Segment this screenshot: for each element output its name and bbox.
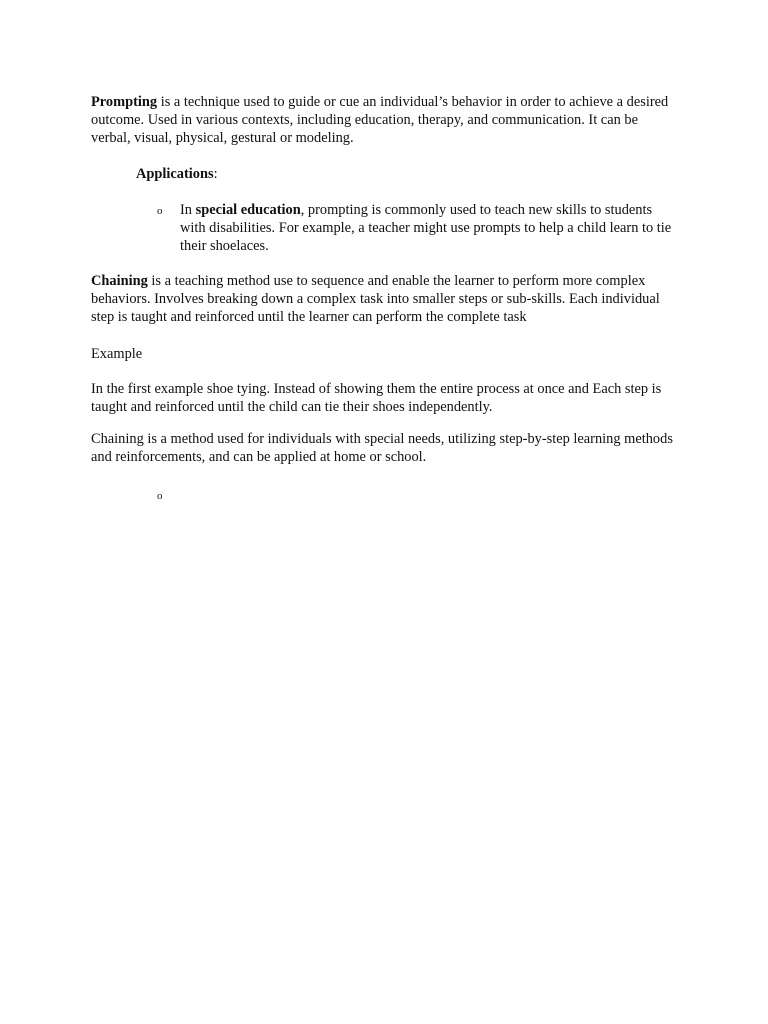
bullet-circle-icon: o — [157, 490, 163, 502]
list-item-special-education — [180, 201, 680, 255]
prompting-term: Prompting — [91, 94, 158, 110]
applications-heading — [136, 165, 436, 183]
applications-heading-text: Applications — [136, 166, 214, 182]
chaining-definition: is a teaching method use to sequence and enable the learner to perform more complex behaviors. Involves breaking down a complex task into smaller steps or sub-skills. Each individual step is taught and reinforced until the learner can perform the complete task — [91, 273, 660, 325]
example-heading: Example — [91, 346, 143, 362]
chaining-paragraph — [91, 272, 681, 326]
example-paragraph: In the first example shoe tying. Instead of showing them the entire process at once and Each step is taught and reinforced until the child can tie their shoes independently. — [91, 381, 662, 415]
list-item-text: , prompting is commonly used to teach new skills to students with disabilities. For example, a teacher might use prompts to help a child learn to tie their shoelaces. — [180, 202, 672, 254]
prompting-paragraph — [91, 93, 681, 147]
chaining-term: Chaining — [91, 273, 148, 289]
applications-heading-colon: : — [213, 166, 218, 182]
list-item-lead: In — [180, 202, 196, 218]
prompting-definition: is a technique used to guide or cue an individual’s behavior in order to achieve a desired outcome. Used in various contexts, including education, therapy, and communication. It can be verbal, visual, physical, gestural or modeling. — [91, 94, 669, 146]
chaining-summary-paragraph: Chaining is a method used for individuals with special needs, utilizing step-by-step learning methods and reinforcements, and can be applied at home or school. — [91, 431, 673, 465]
list-item-bold-term: special education — [195, 202, 301, 218]
bullet-circle-icon: o — [157, 205, 163, 217]
